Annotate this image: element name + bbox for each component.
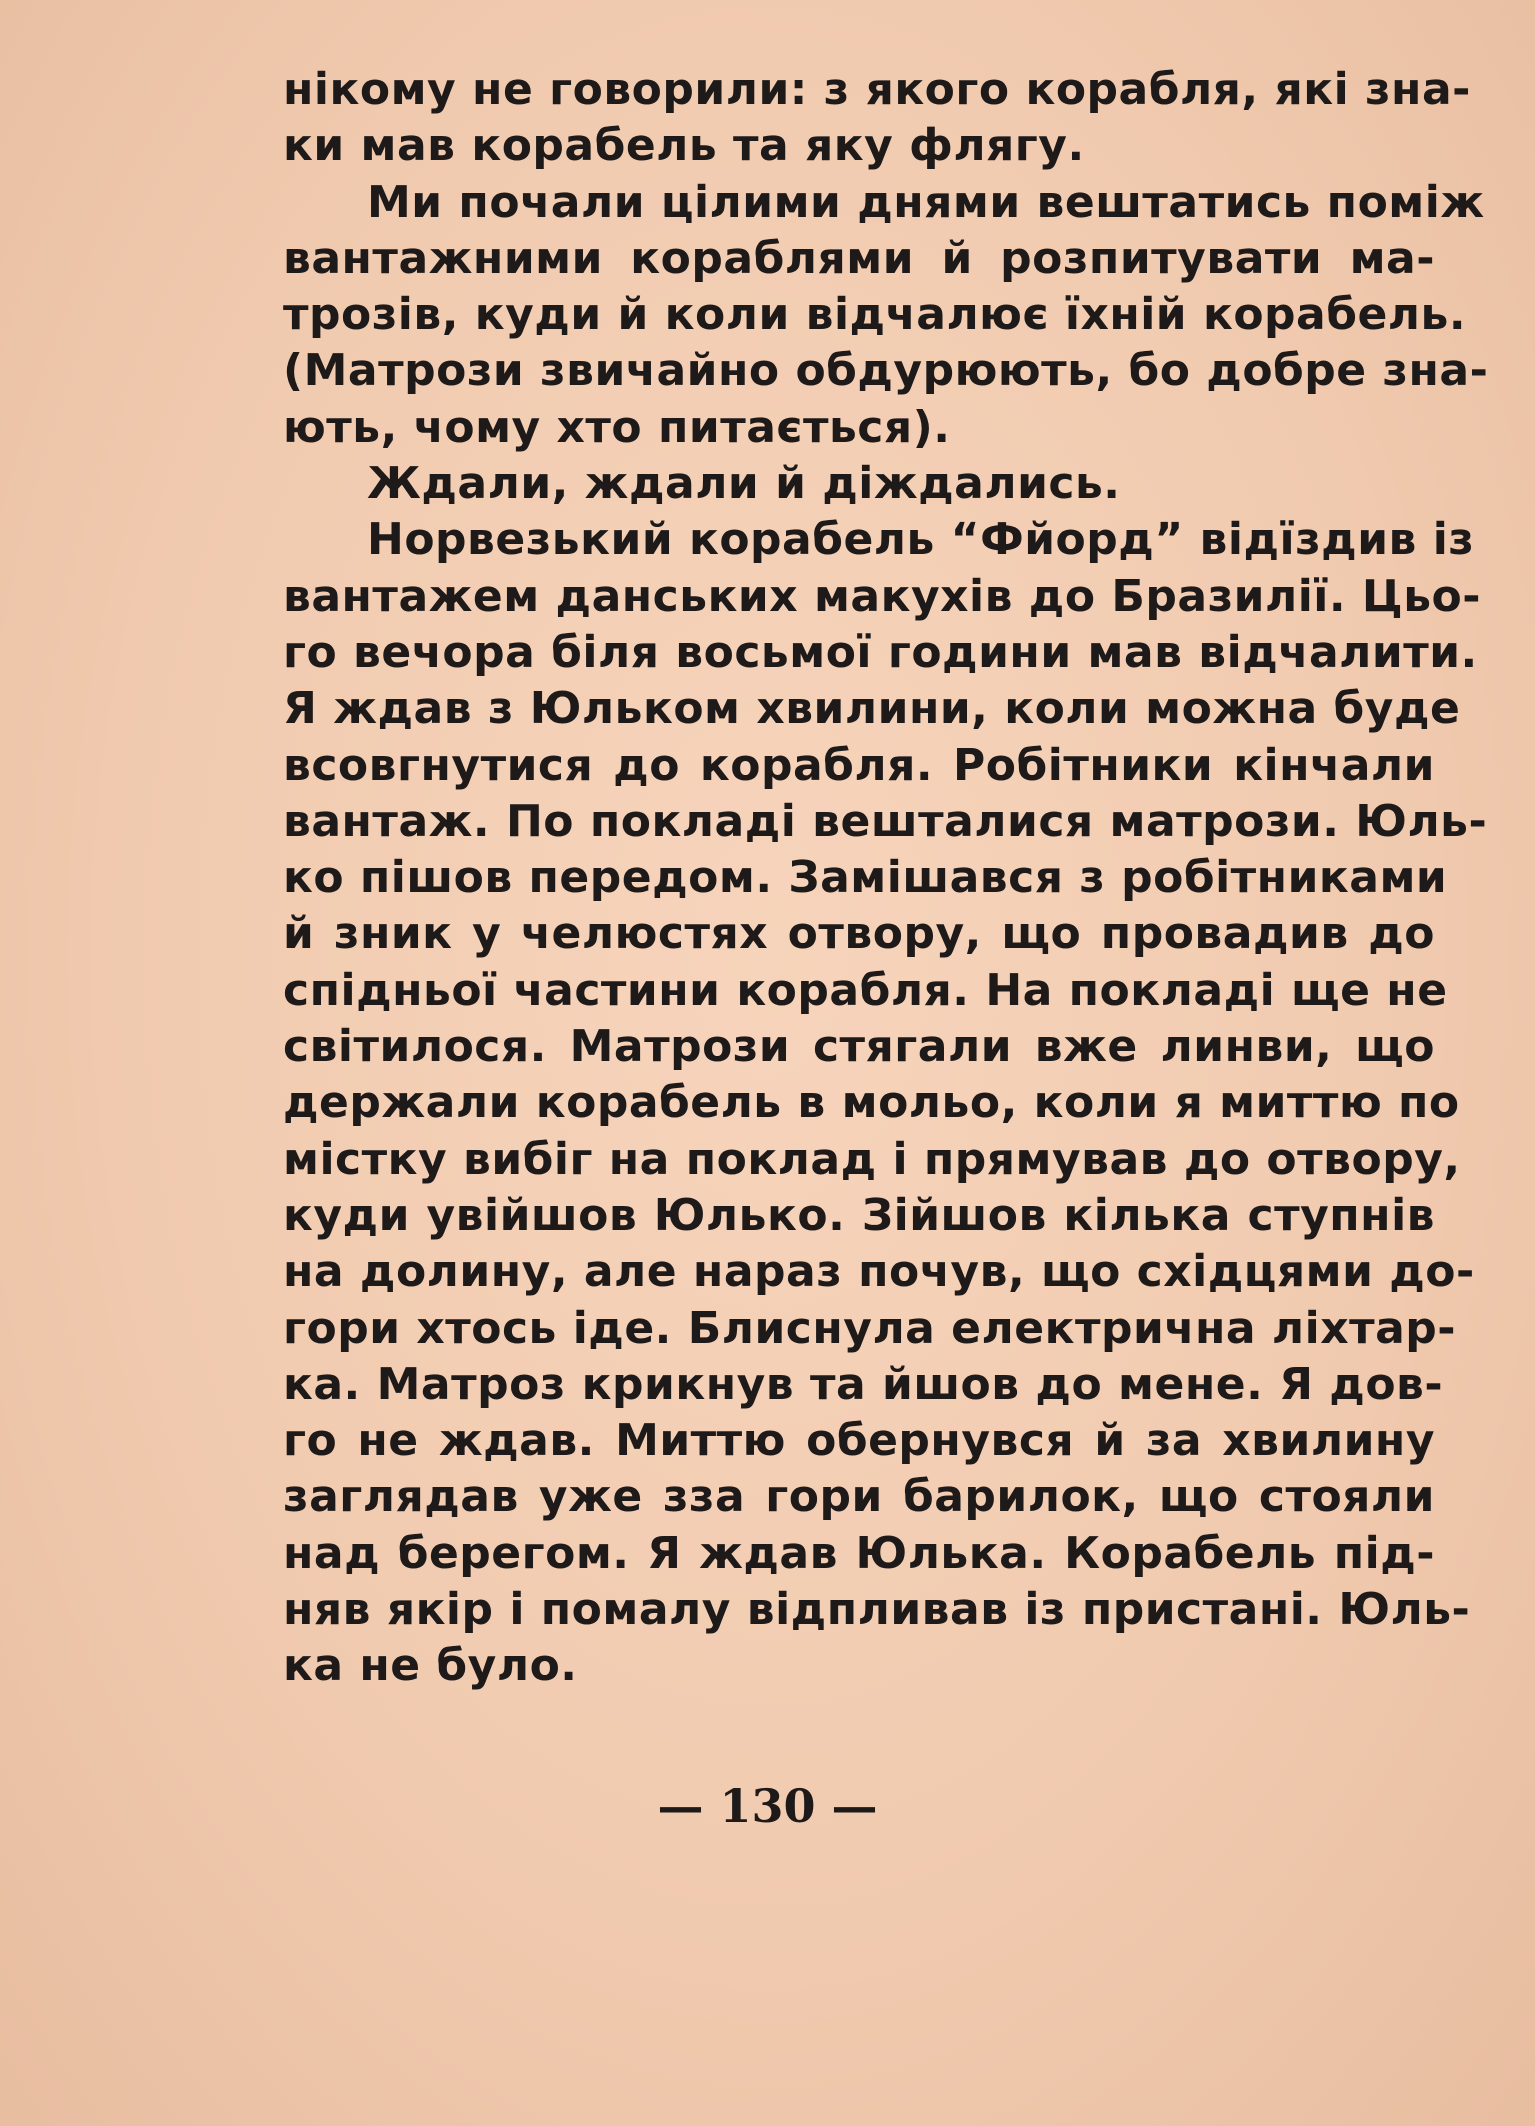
text-line: на долину, але нараз почув, що східцями до- [283,1246,1475,1298]
page-number: — 130 — [657,1779,878,1833]
text-line: ють, чому хто питається). [283,401,951,453]
text-line: вантажними кораблями й розпитувати ма- [283,232,1435,284]
text-line: нікому не говорили: з якого корабля, які зна- [283,64,1471,115]
text-line: Норвезький корабель “Фйорд” відїздив із [367,514,1475,566]
text-line: гори хтось іде. Блиснула електрична ліхтар- [283,1302,1457,1354]
text-line: трозів, куди й коли відчалює їхній корабель. [283,289,1467,341]
text-line: ка. Матроз крикнув та йшов до мене. Я дов- [283,1358,1444,1410]
text-line: го вечора біля восьмої години мав відчалити. [283,626,1478,678]
text-line: містку вибіг на поклад і прямував до отвору, [283,1133,1461,1185]
text-line: Я ждав з Юльком хвилини, коли можна буде [283,683,1461,735]
text-line: (Матрози звичайно обдурюють, бо добре зна- [283,345,1489,397]
text-line: всовгнутися до корабля. Робітники кінчали [283,739,1435,791]
text-line: ка не було. [283,1640,578,1692]
text-line: Ждали, ждали й діждались. [367,458,1121,510]
text-line: ки мав корабель та яку флягу. [283,120,1085,172]
text-line: держали корабель в мольо, коли я миттю по [283,1077,1460,1129]
text-line: над берегом. Я ждав Юлька. Корабель під- [283,1527,1435,1579]
text-line: го не ждав. Миттю обернувся й за хвилину [283,1415,1435,1467]
text-line: вантажем данських макухів до Бразилії. Цьо- [283,570,1482,622]
text-line: спідньої частини корабля. На покладі ще не [283,964,1448,1016]
text-line: світилося. Матрози стягали вже линви, що [283,1021,1435,1073]
text-line: вантаж. По покладі вешталися матрози. Юль- [283,795,1488,847]
text-line: куди увійшов Юлько. Зійшов кілька ступнів [283,1189,1435,1241]
text-line: няв якір і помалу відпливав із пристані. Юль- [283,1584,1471,1636]
body-text [283,62,1489,1695]
text-line: й зник у челюстях отвору, що провадив до [283,908,1435,960]
text-line: заглядав уже зза гори барилок, що стояли [283,1471,1435,1523]
text-line: Ми почали цілими днями вештатись поміж [367,176,1485,228]
text-line: ко пішов передом. Замішався з робітниками [283,852,1448,904]
